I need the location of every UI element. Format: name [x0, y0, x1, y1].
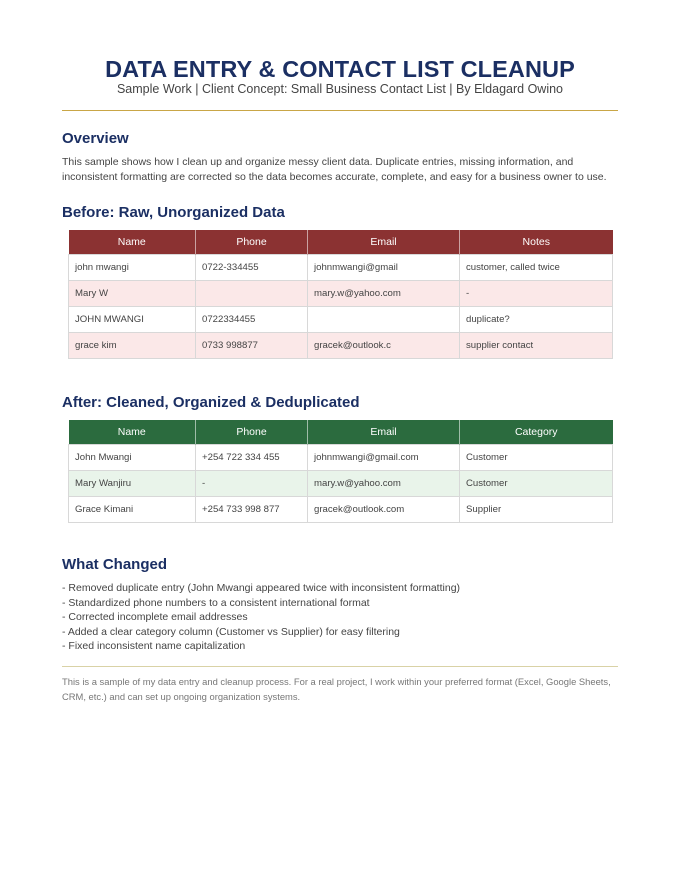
header-divider	[62, 110, 618, 111]
changes-heading: What Changed	[62, 556, 167, 573]
after-col-email: Email	[308, 420, 460, 445]
after-table	[68, 420, 613, 523]
table-row	[69, 471, 613, 497]
table-row	[69, 307, 613, 333]
table-cell: -	[196, 471, 308, 497]
table-cell: John Mwangi	[69, 445, 196, 471]
table-cell: Grace Kimani	[69, 497, 196, 523]
table-cell: supplier contact	[460, 333, 613, 359]
table-cell: Customer	[460, 471, 613, 497]
table-row	[69, 333, 613, 359]
table-cell: gracek@outlook.com	[308, 497, 460, 523]
list-item: - Fixed inconsistent name capitalization	[62, 640, 246, 652]
table-cell: 0722334455	[196, 307, 308, 333]
table-cell: -	[460, 281, 613, 307]
table-row	[69, 281, 613, 307]
list-item: - Corrected incomplete email addresses	[62, 611, 248, 623]
table-cell: grace kim	[69, 333, 196, 359]
table-cell: customer, called twice	[460, 255, 613, 281]
table-cell: +254 722 334 455	[196, 445, 308, 471]
before-col-name: Name	[69, 230, 196, 255]
before-heading: Before: Raw, Unorganized Data	[62, 204, 285, 221]
footer-divider	[62, 666, 618, 667]
table-cell: Mary W	[69, 281, 196, 307]
before-col-email: Email	[308, 230, 460, 255]
table-cell: mary.w@yahoo.com	[308, 281, 460, 307]
table-cell: johnmwangi@gmail.com	[308, 445, 460, 471]
table-cell: Customer	[460, 445, 613, 471]
table-row	[69, 445, 613, 471]
list-item: - Removed duplicate entry (John Mwangi appeared twice with inconsistent formatting)	[62, 582, 461, 594]
before-header-row	[69, 230, 613, 255]
after-heading: After: Cleaned, Organized & Deduplicated	[62, 394, 360, 411]
table-cell	[196, 281, 308, 307]
table-cell: Mary Wanjiru	[69, 471, 196, 497]
after-col-name: Name	[69, 420, 196, 445]
table-cell: duplicate?	[460, 307, 613, 333]
after-col-category: Category	[460, 420, 613, 445]
table-row	[69, 255, 613, 281]
table-cell: john mwangi	[69, 255, 196, 281]
before-col-notes: Notes	[460, 230, 613, 255]
footer-note: This is a sample of my data entry and cleanup process. For a real project, I work within your preferred format (Excel, Google Sheets, CRM, etc.) and can set up ongoing organization systems.	[62, 676, 611, 702]
table-row	[69, 497, 613, 523]
table-cell: Supplier	[460, 497, 613, 523]
after-col-phone: Phone	[196, 420, 308, 445]
table-cell: 0733 998877	[196, 333, 308, 359]
list-item: - Added a clear category column (Customer vs Supplier) for easy filtering	[62, 625, 400, 638]
table-cell: 0722-334455	[196, 255, 308, 281]
table-cell: gracek@outlook.c	[308, 333, 460, 359]
changes-list	[62, 581, 460, 654]
after-header-row	[69, 420, 613, 445]
page-subtitle: Sample Work | Client Concept: Small Business Contact List | By Eldagard Owino	[116, 82, 564, 96]
overview-heading: Overview	[62, 130, 129, 147]
table-cell: mary.w@yahoo.com	[308, 471, 460, 497]
before-col-phone: Phone	[196, 230, 308, 255]
table-cell: +254 733 998 877	[196, 497, 308, 523]
page-title: DATA ENTRY & CONTACT LIST CLEANUP	[105, 56, 575, 82]
list-item: - Standardized phone numbers to a consistent international format	[62, 596, 370, 609]
table-cell: johnmwangi@gmail	[308, 255, 460, 281]
table-cell	[308, 307, 460, 333]
overview-text: This sample shows how I clean up and organize messy client data. Duplicate entries, missing information, and inconsistent formatting are corrected so the data becomes accurate, complete, and easy for a business owner to use.	[62, 156, 607, 183]
table-cell: JOHN MWANGI	[69, 307, 196, 333]
before-table	[68, 230, 613, 359]
